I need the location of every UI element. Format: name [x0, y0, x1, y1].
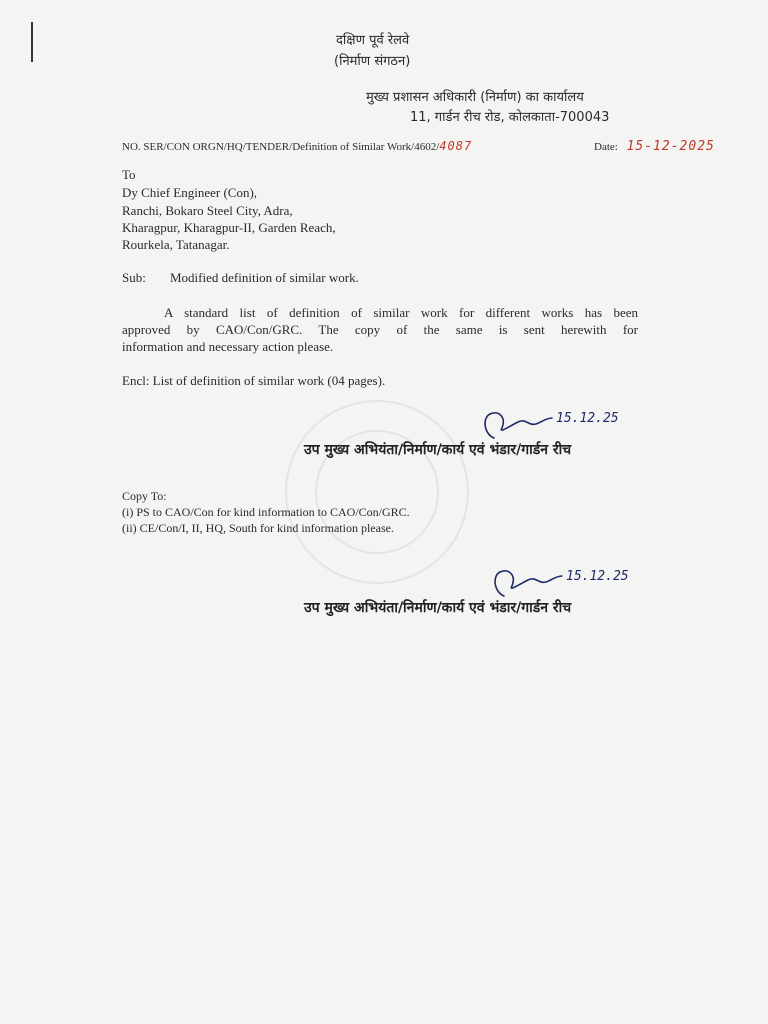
copy-to-item-1: (i) PS to CAO/Con for kind information to CAO/Con/GRC.: [122, 505, 410, 519]
addressee-line3: Kharagpur, Kharagpur-II, Garden Reach,: [122, 220, 336, 235]
signatory-designation-1: उप मुख्य अभियंता/निर्माण/कार्य एवं भंडार/गार्डन रीच: [304, 442, 572, 458]
body-line2: approved by CAO/Con/GRC. The copy of the same is sent herewith for: [122, 322, 638, 337]
org-name-line2: (निर्माण संगठन): [334, 54, 411, 69]
addressee-line2: Ranchi, Bokaro Steel City, Adra,: [122, 203, 293, 218]
addressee-to: To: [122, 167, 136, 182]
scan-edge-mark: [31, 22, 33, 62]
body-line1: A standard list of definition of similar work for different works has been: [164, 305, 638, 320]
subject-text: Modified definition of similar work.: [170, 270, 359, 285]
org-name-line1: दक्षिण पूर्व रेलवे: [336, 33, 410, 48]
body-line3: information and necessary action please.: [122, 339, 334, 354]
reference-date: [594, 139, 715, 154]
addressee-line1: Dy Chief Engineer (Con),: [122, 185, 258, 200]
addressee-line4: Rourkela, Tatanagar.: [122, 237, 230, 252]
enclosure-note: Encl: List of definition of similar work (04 pages).: [122, 373, 386, 388]
signatory-designation-2: उप मुख्य अभियंता/निर्माण/कार्य एवं भंडार/गार्डन रीच: [304, 600, 572, 616]
office-name: मुख्य प्रशासन अधिकारी (निर्माण) का कार्यालय: [366, 90, 584, 105]
date-label: Date:: [594, 141, 618, 153]
reference-number: [122, 139, 472, 153]
signature-1-date: 15.12.25: [556, 411, 619, 426]
copy-to-item-2: (ii) CE/Con/I, II, HQ, South for kind information please.: [122, 521, 394, 535]
date-handwritten: 15-12-2025: [626, 139, 715, 154]
reference-number-text: NO. SER/CON ORGN/HQ/TENDER/Definition of Similar Work/4602/: [122, 141, 440, 153]
copy-to-label: Copy To:: [122, 489, 167, 503]
subject-label: Sub:: [122, 270, 146, 285]
signature-2-date: 15.12.25: [566, 569, 629, 584]
reference-number-handwritten: 4087: [439, 139, 473, 153]
office-address: 11, गार्डन रीच रोड, कोलकाता-700043: [410, 110, 610, 125]
